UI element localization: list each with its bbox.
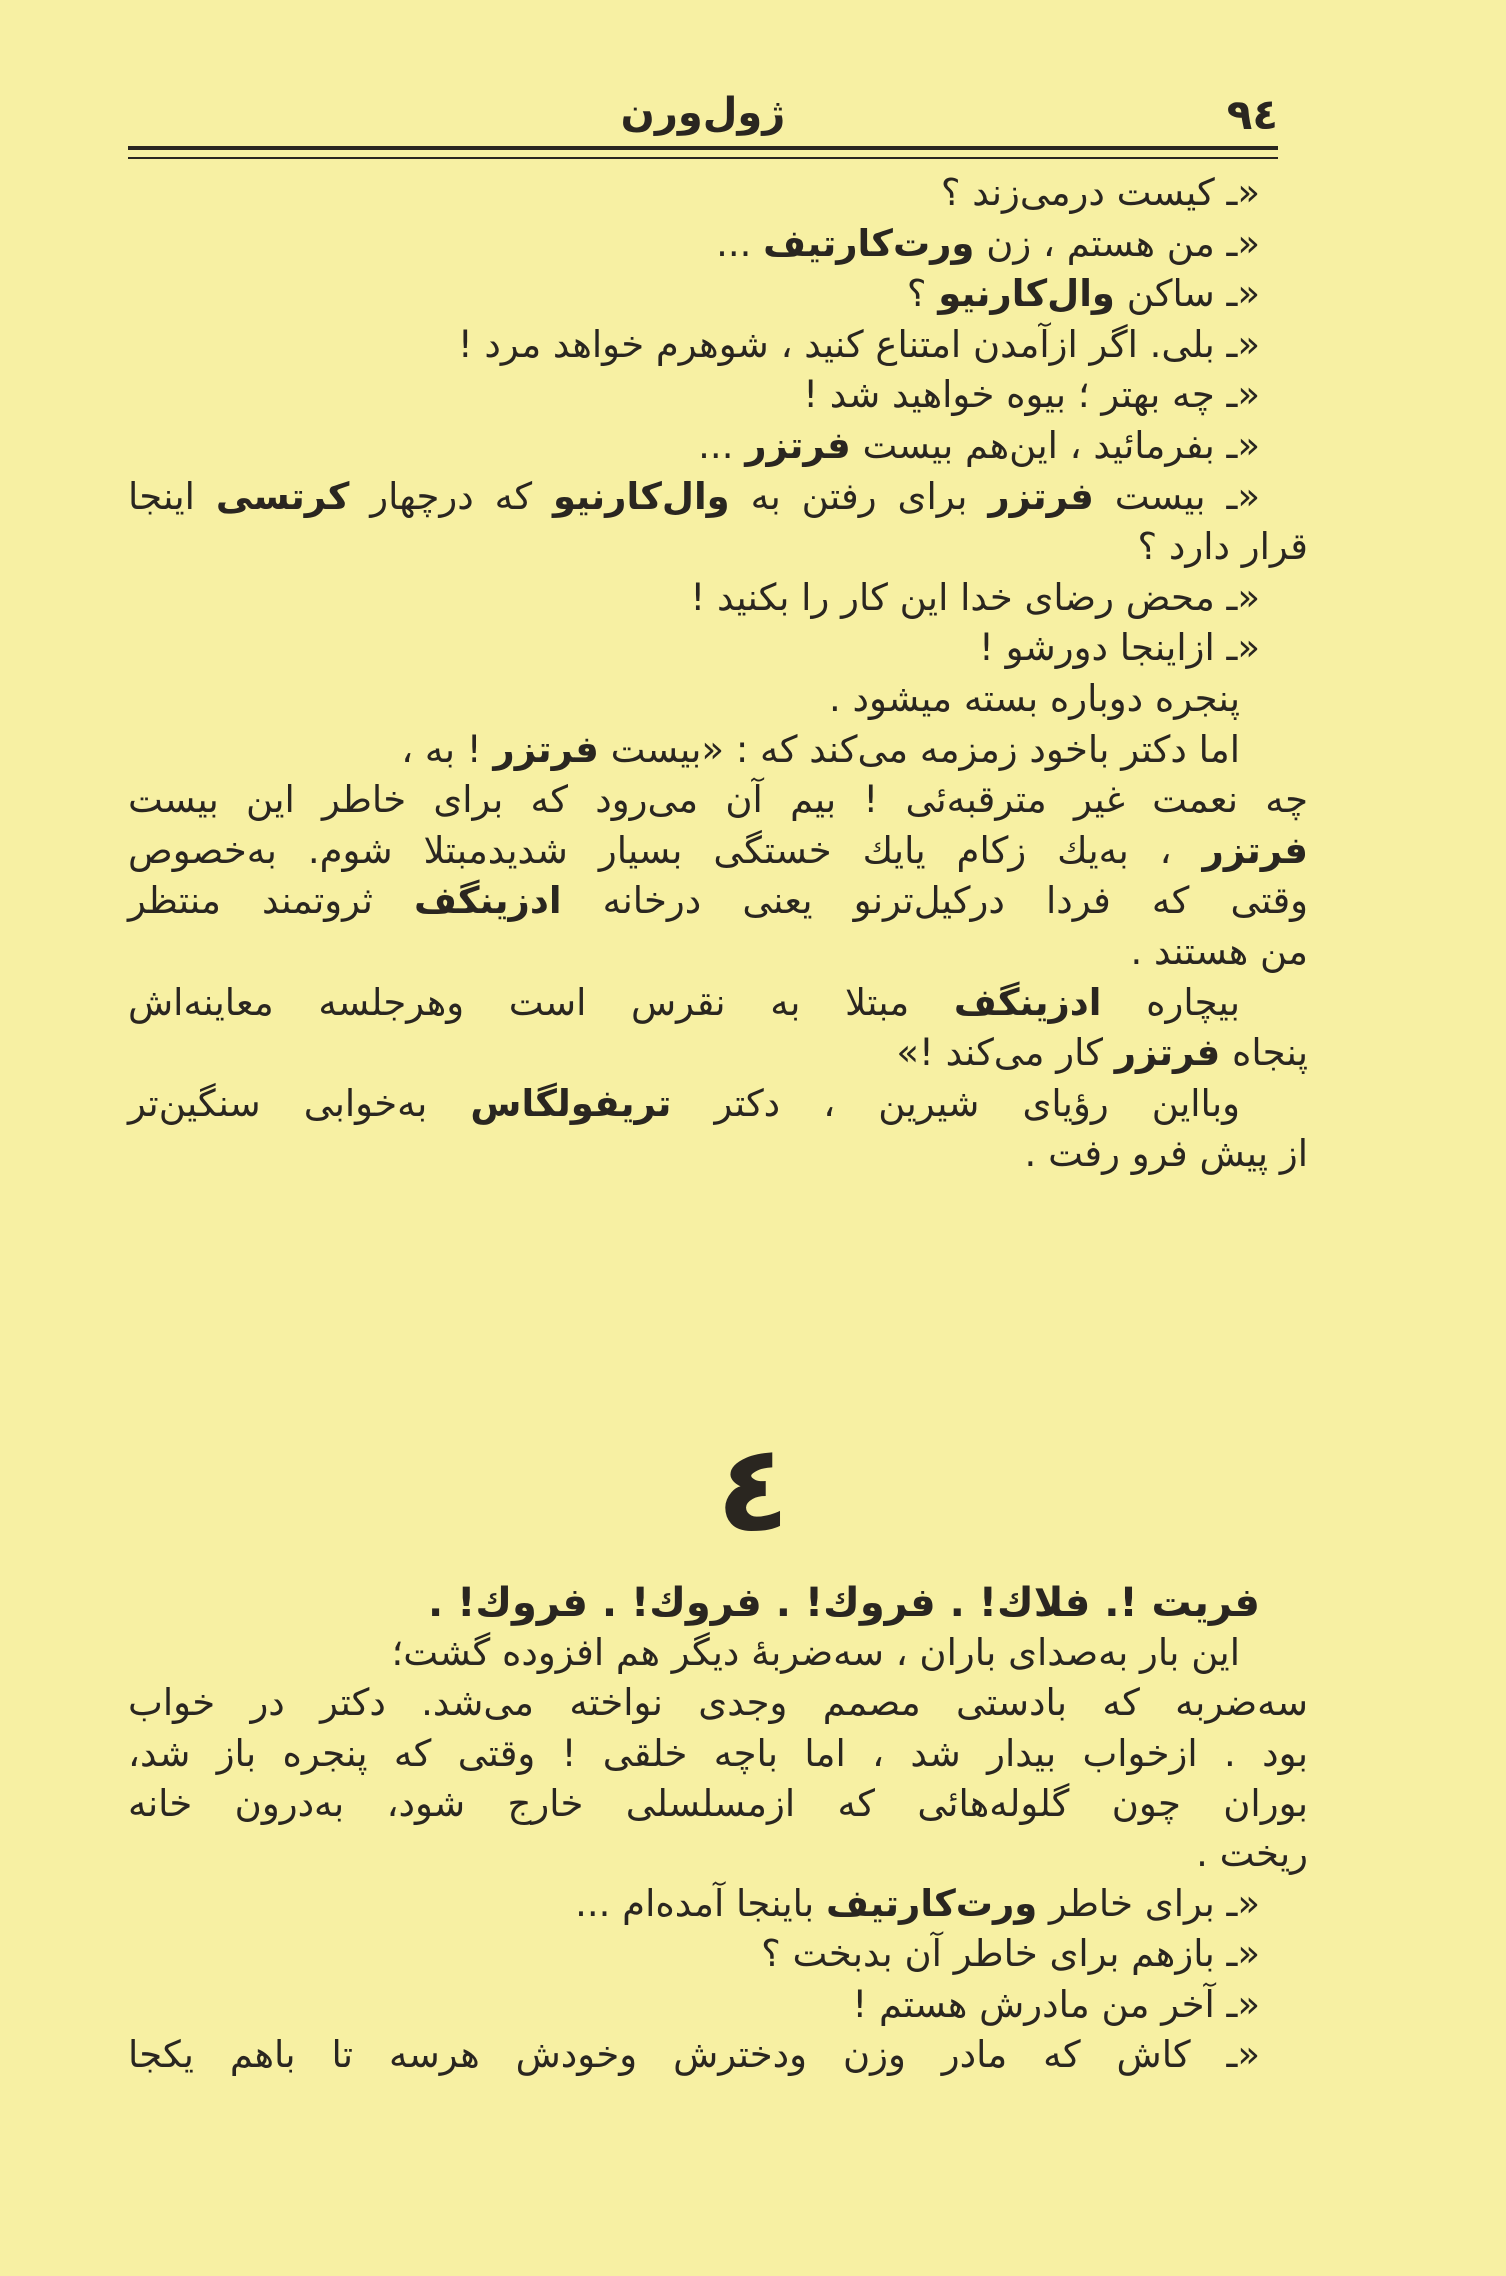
- text-line: پنجره دوباره بسته میشود .: [828, 676, 1240, 720]
- text-line: «ـ محض رضای خدا این کار را بکنید !: [690, 575, 1260, 619]
- bold-name: وال‌کارنیو: [938, 272, 1115, 316]
- text-line: از پیش فرو رفت .: [1024, 1132, 1308, 1176]
- bold-name: ورت‌کارتیف: [763, 221, 975, 265]
- text-line: «ـ ازاینجا دورشو !: [979, 626, 1260, 670]
- bold-name: فرتزر: [493, 727, 599, 771]
- text-line: «ـ بازهم برای خاطر آن بدبخت ؟: [761, 1932, 1260, 1976]
- text-line: وبااین رؤیای شیرین ، دکتر تریفولگاس به‌خوابی سنگین‌تر: [128, 1081, 1240, 1125]
- bold-name: وال‌کارنیو: [552, 474, 730, 518]
- chapter-number: ٤: [716, 1420, 790, 1559]
- text-block-2: [128, 1578, 1308, 2080]
- text-line: «ـ ساکن وال‌کارنیو ؟: [906, 272, 1260, 316]
- text-line: بیچاره ادزینگف مبتلا به نقرس است وهرجلسه معاینه‌اش: [128, 980, 1240, 1024]
- text-line: سه‌ضربه که بادستی مصمم وجدی نواخته می‌شد. دکتر در خواب: [128, 1681, 1308, 1725]
- page-number: ۹٤: [1226, 90, 1278, 139]
- bold-name: ادزینگف: [953, 980, 1102, 1024]
- bold-name: کرتسی: [215, 474, 350, 518]
- text-line: بود . ازخواب بیدار شد ، اما باچه خلقی ! وقتی که پنجره باز شد،: [128, 1731, 1308, 1775]
- text-line: «ـ کیست درمی‌زند ؟: [940, 171, 1260, 214]
- text-line: پنجاه فرتزر کار می‌کند !»: [896, 1031, 1308, 1075]
- text-block-1: [128, 168, 1308, 1180]
- text-line: فرتزر ، به‌یك زکام یایك خستگی بسیار شدیدمبتلا شوم. به‌خصوص: [128, 828, 1308, 872]
- text-line: «ـ بیست فرتزر برای رفتن به وال‌کارنیو که درچهار کرتسی اینجا: [128, 474, 1260, 518]
- bold-name: فرتزر: [745, 423, 851, 467]
- bold-name: تریفولگاس: [470, 1081, 672, 1125]
- text-line: «ـ بفرمائید ، این‌هم بیست فرتزر ...: [698, 423, 1260, 467]
- running-title: ژول‌ورن: [620, 90, 786, 136]
- text-line: «ـ کاش که مادر وزن ودخترش وخودش هرسه تا باهم یکجا: [128, 2032, 1260, 2076]
- header-rule-thick: [128, 146, 1278, 150]
- section-title: فریت !. فلاك! . فروك! . فروك! . فروك! .: [428, 1580, 1260, 1626]
- bold-name: فرتزر: [1202, 828, 1308, 872]
- bold-name: فرتزر: [1114, 1031, 1221, 1075]
- header-rule-thin: [128, 157, 1278, 159]
- bold-name: فرتزر: [988, 474, 1094, 518]
- text-line: «ـ چه بهتر ؛ بیوه خواهید شد !: [803, 373, 1260, 417]
- text-line: «ـ آخر من مادرش هستم !: [852, 1982, 1260, 2026]
- text-line: چه نعمت غیر مترقبه‌ئی ! بیم آن می‌رود که برای خاطر این بیست: [128, 778, 1308, 822]
- text-line: «ـ برای خاطر ورت‌کارتیف باینجا آمده‌ام ...: [575, 1882, 1260, 1926]
- text-line: ریخت .: [1196, 1831, 1308, 1875]
- text-line: «ـ من هستم ، زن ورت‌کارتیف ...: [716, 221, 1260, 265]
- text-line: این بار به‌صدای باران ، سه‌ضربهٔ دیگر هم افزوده گشت؛: [391, 1631, 1240, 1675]
- text-line: بوران چون گلوله‌هائی که ازمسلسلی خارج شود، به‌درون خانه: [128, 1781, 1308, 1825]
- text-line: «ـ بلی. اگر ازآمدن امتناع کنید ، شوهرم خواهد مرد !: [457, 322, 1260, 366]
- bold-name: ورت‌کارتیف: [826, 1882, 1038, 1926]
- text-line: قرار دارد ؟: [1137, 525, 1308, 569]
- text-line: من هستند .: [1130, 929, 1308, 973]
- text-line: اما دکتر باخود زمزمه می‌کند که : «بیست فرتزر ! به ،: [401, 727, 1240, 771]
- bold-name: ادزینگف: [413, 879, 562, 923]
- text-line: وقتی که فردا درکیل‌ترنو یعنی درخانه ادزینگف ثروتمند منتظر: [128, 879, 1309, 923]
